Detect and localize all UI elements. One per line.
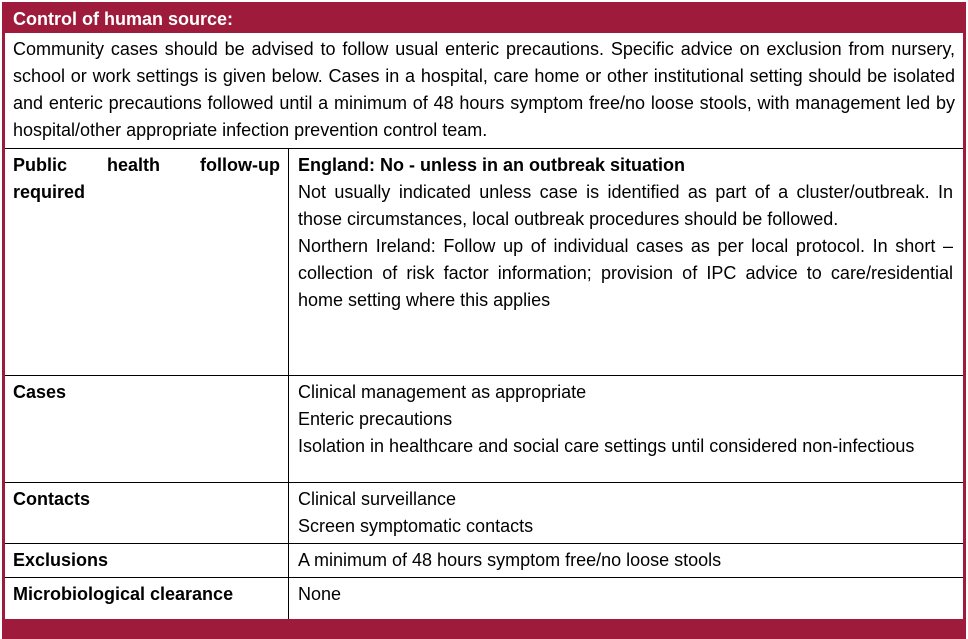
micro-value: None bbox=[298, 584, 342, 604]
row-label: Microbiological clearance bbox=[13, 584, 234, 604]
row-label: Exclusions bbox=[13, 550, 109, 570]
row-contacts bbox=[5, 482, 963, 543]
row-label-cell bbox=[5, 149, 289, 375]
row-exclusions bbox=[5, 543, 963, 577]
exclusions-value: A minimum of 48 hours symptom free/no loose stools bbox=[298, 550, 722, 570]
followup-england-status: England: No - unless in an outbreak situation bbox=[298, 155, 686, 175]
row-cases bbox=[5, 375, 963, 482]
row-value-cell bbox=[289, 578, 963, 619]
cases-line-3: Isolation in healthcare and social care settings until considered non-infectious bbox=[298, 436, 915, 456]
row-value-cell bbox=[289, 544, 963, 577]
cases-line-1: Clinical management as appropriate bbox=[298, 382, 587, 402]
cases-line-2: Enteric precautions bbox=[298, 409, 453, 429]
row-label-cell bbox=[5, 544, 289, 577]
section-header: Control of human source: bbox=[5, 5, 963, 33]
contacts-line-2: Screen symptomatic contacts bbox=[298, 516, 534, 536]
row-label: Public health follow-up required bbox=[13, 155, 280, 202]
row-public-health-followup bbox=[5, 148, 963, 375]
row-label: Contacts bbox=[13, 489, 91, 509]
row-value-cell bbox=[289, 376, 963, 482]
control-of-human-source-table bbox=[2, 2, 966, 639]
followup-paragraph-1: Not usually indicated unless case is identified as part of a cluster/outbreak. In those circumstances, local outbreak procedures should be followed. bbox=[298, 182, 953, 229]
row-label-cell bbox=[5, 483, 289, 543]
intro-paragraph: Community cases should be advised to follow usual enteric precautions. Specific advice on exclusion from nursery, school or work settings is given below. Cases in a hospital, care home or other institutional setting should be isolated and enteric precautions followed until a minimum of 48 hours symptom free/no loose stools, with management led by hospital/other appropriate infection prevention control team. bbox=[13, 39, 955, 140]
row-label: Cases bbox=[13, 382, 67, 402]
row-label-cell bbox=[5, 376, 289, 482]
followup-paragraph-2: Northern Ireland: Follow up of individual cases as per local protocol. In short – collection of risk factor information; provision of IPC advice to care/residential home setting where this applies bbox=[298, 236, 953, 310]
row-label-cell bbox=[5, 578, 289, 619]
row-value-cell bbox=[289, 483, 963, 543]
contacts-line-1: Clinical surveillance bbox=[298, 489, 457, 509]
row-microbiological-clearance bbox=[5, 577, 963, 619]
next-section-header-partial bbox=[5, 619, 963, 636]
row-value-cell bbox=[289, 149, 963, 375]
